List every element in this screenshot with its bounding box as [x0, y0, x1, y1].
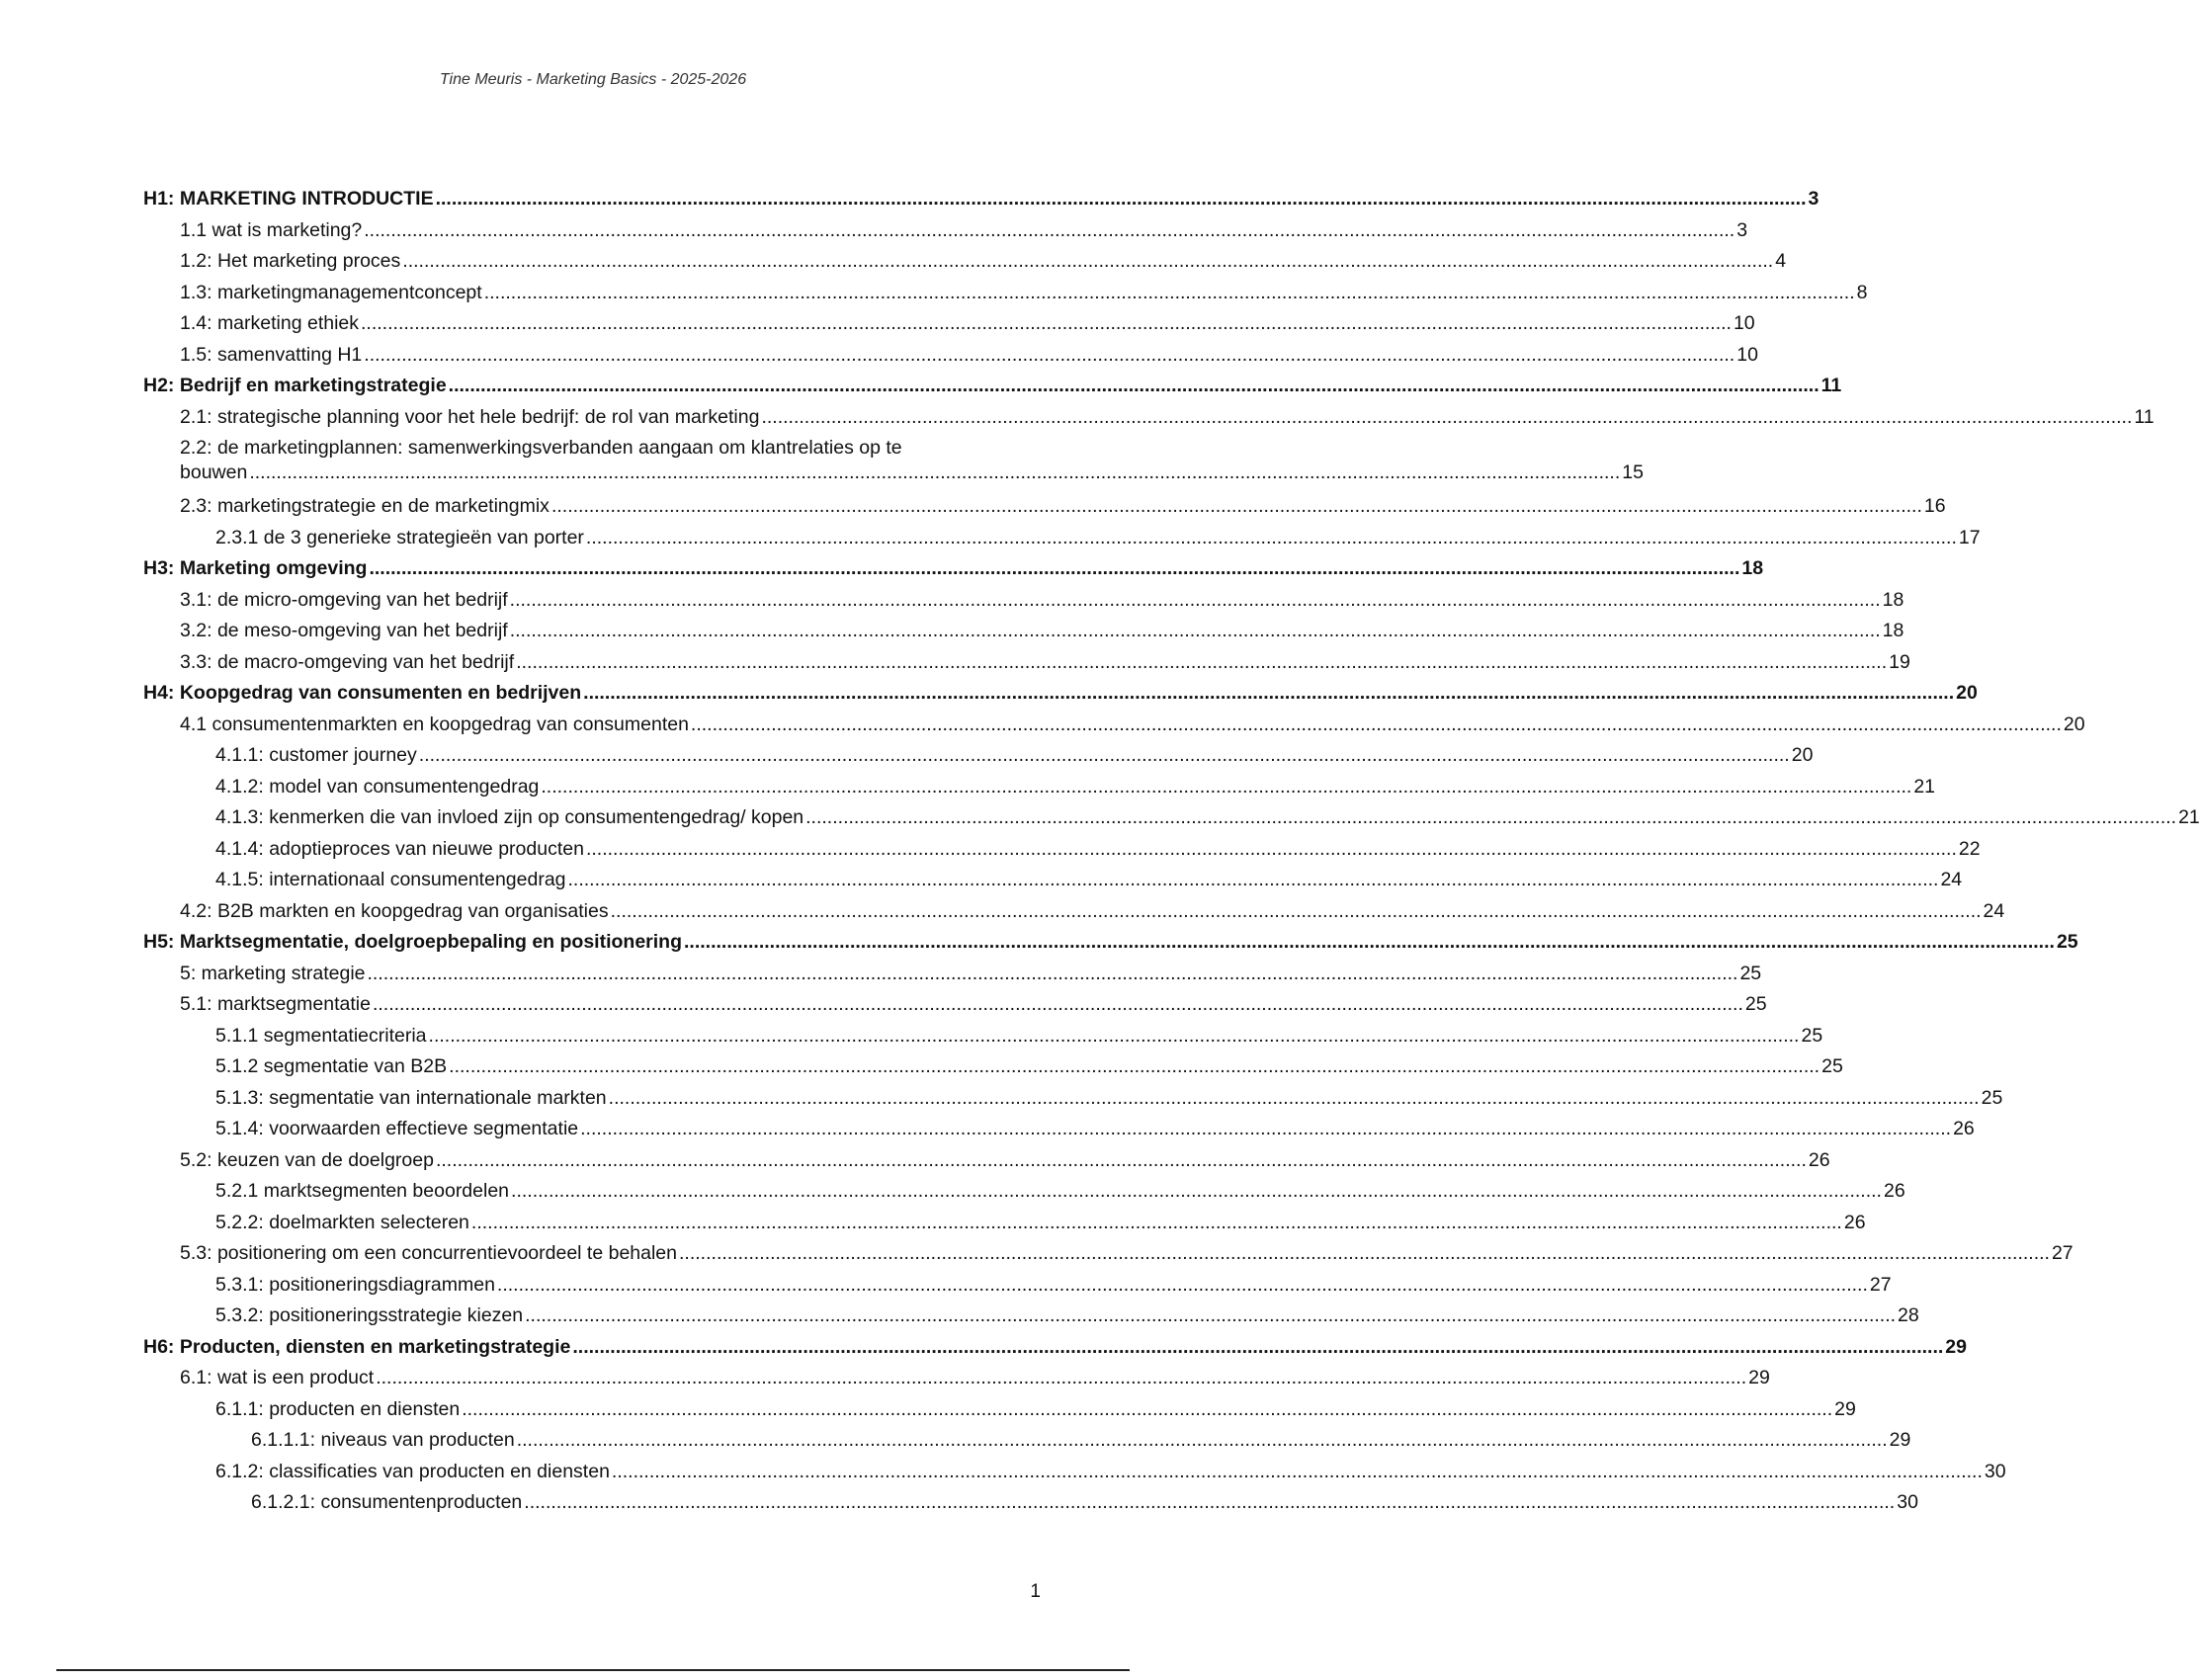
toc-dot-leader [429, 1021, 1800, 1052]
toc-page-number: 17 [1958, 526, 1981, 548]
footer-divider [56, 1669, 1130, 1671]
toc-dot-leader [516, 647, 1887, 679]
toc-page-number: 28 [1898, 1304, 1919, 1326]
toc-dot-leader [551, 491, 1922, 523]
toc-page-number: 26 [1883, 1180, 1905, 1202]
toc-section-3-1[interactable] [143, 585, 1904, 617]
toc-entry-title-continued: bouwen [180, 462, 248, 483]
toc-dot-leader [436, 184, 1807, 215]
toc-page-number: 18 [1741, 557, 1764, 579]
toc-entry-title: 3.1: de micro-omgeving van het bedrijf [180, 588, 508, 611]
toc-page-number: 15 [1622, 462, 1644, 483]
toc-entry-title: 1.3: marketingmanagementconcept [180, 281, 482, 303]
toc-page-number: 30 [1984, 1460, 2006, 1482]
toc-page-number: 3 [1736, 218, 1748, 241]
toc-entry-title: 6.1.2: classificaties van producten en diensten [215, 1460, 610, 1482]
toc-page-number: 29 [1834, 1397, 1856, 1420]
toc-dot-leader [568, 865, 1939, 896]
toc-page-number: 24 [1983, 899, 2005, 922]
toc-subsubsection-6-1-1-1[interactable] [143, 1425, 1911, 1457]
toc-section-4-1[interactable] [143, 710, 2085, 741]
toc-page-number: 24 [1940, 869, 1963, 890]
toc-entry-title: 2.1: strategische planning voor het hele bedrijf: de rol van marketing [180, 405, 760, 428]
toc-entry-title: 3.3: de macro-omgeving van het bedrijf [180, 650, 515, 673]
toc-page-number: 25 [1744, 993, 1767, 1015]
toc-section-2-1[interactable] [143, 402, 2155, 434]
toc-entry-title: H3: Marketing omgeving [143, 557, 368, 579]
toc-page-number: 11 [1820, 375, 1842, 396]
toc-dot-leader [419, 740, 1790, 772]
toc-dot-leader [525, 1301, 1896, 1332]
toc-subsection-2-3-1[interactable] [143, 523, 1981, 554]
toc-entry-title: 5.1.2 segmentatie van B2B [215, 1055, 448, 1077]
toc-entry-title: 4.1.5: internationaal consumentengedrag [215, 869, 566, 890]
toc-dot-leader [586, 834, 1957, 866]
toc-entry-title: 5.1.1 segmentatiecriteria [215, 1024, 427, 1047]
toc-dot-leader [510, 585, 1881, 617]
toc-chapter-h4[interactable] [143, 678, 1978, 710]
toc-section-5[interactable] [143, 959, 1762, 990]
toc-dot-leader [761, 402, 2132, 434]
toc-chapter-h2[interactable] [143, 371, 1842, 402]
toc-entry-title: 6.1.2.1: consumentenproducten [251, 1491, 523, 1513]
toc-dot-leader [471, 1208, 1842, 1239]
toc-section-2-2[interactable] [143, 433, 1644, 491]
toc-dot-leader [805, 802, 2176, 834]
toc-entry-title: 4.1.4: adoptieproces van nieuwe producten [215, 837, 584, 860]
toc-page-number: 4 [1775, 250, 1787, 272]
toc-subsection-5-2-1[interactable] [143, 1176, 1905, 1208]
toc-subsection-4-1-5[interactable] [143, 865, 1963, 896]
toc-section-1-2[interactable] [143, 246, 1787, 278]
toc-chapter-h6[interactable] [143, 1332, 1967, 1364]
toc-section-5-2[interactable] [143, 1145, 1830, 1177]
toc-chapter-h1[interactable] [143, 184, 1819, 215]
toc-dot-leader [364, 340, 1735, 372]
toc-subsection-6-1-2[interactable] [143, 1457, 2006, 1488]
toc-entry-title: 1.4: marketing ethiek [180, 312, 360, 334]
toc-entry-title: 2.3.1 de 3 generieke strategieën van porter [215, 526, 584, 548]
toc-entry-title: 4.1.1: customer journey [215, 744, 417, 766]
toc-page-number: 20 [1791, 744, 1814, 766]
toc-dot-leader [361, 308, 1732, 340]
toc-page-number: 10 [1736, 343, 1758, 366]
toc-section-1-5[interactable] [143, 340, 1758, 372]
toc-entry-title: 5.2: keuzen van de doelgroep [180, 1148, 434, 1171]
toc-entry-title: 5.1: marktsegmentatie [180, 993, 371, 1015]
toc-entry-title: H5: Marktsegmentatie, doelgroepbepaling en positionering [143, 931, 682, 953]
toc-entry-title: H2: Bedrijf en marketingstrategie [143, 375, 447, 396]
toc-subsection-5-1-2[interactable] [143, 1051, 1843, 1083]
toc-subsubsection-6-1-2-1[interactable] [143, 1487, 1918, 1519]
toc-dot-leader [510, 616, 1881, 647]
toc-entry-title: 5.1.3: segmentatie van internationale markten [215, 1086, 607, 1109]
toc-section-3-2[interactable] [143, 616, 1904, 647]
toc-subsection-5-1-4[interactable] [143, 1114, 1975, 1145]
toc-section-1-1[interactable] [143, 215, 1748, 247]
toc-entry-title: 1.2: Het marketing proces [180, 250, 401, 272]
toc-entry-title: 6.1: wat is een product [180, 1367, 375, 1388]
toc-section-1-3[interactable] [143, 278, 1868, 309]
toc-entry-title: 4.1 consumentenmarkten en koopgedrag van consumenten [180, 713, 689, 735]
toc-dot-leader [541, 772, 1911, 803]
toc-page-number: 10 [1733, 312, 1755, 334]
toc-dot-leader [572, 1332, 1943, 1364]
toc-dot-leader [691, 710, 2062, 741]
toc-dot-leader [368, 959, 1738, 990]
toc-chapter-h5[interactable] [143, 927, 2078, 959]
toc-entry-title: 5.1.4: voorwaarden effectieve segmentatie [215, 1118, 579, 1139]
toc-page-number: 11 [2134, 405, 2155, 428]
toc-subsection-5-3-1[interactable] [143, 1270, 1892, 1302]
toc-subsection-5-2-2[interactable] [143, 1208, 1866, 1239]
toc-subsection-4-1-4[interactable] [143, 834, 1981, 866]
toc-subsection-6-1-1[interactable] [143, 1394, 1856, 1426]
toc-dot-leader [462, 1394, 1832, 1426]
toc-page-number: 26 [1843, 1211, 1866, 1233]
toc-subsection-4-1-1[interactable] [143, 740, 1814, 772]
toc-subsection-4-1-3[interactable] [143, 802, 2200, 834]
toc-entry-title: 4.1.2: model van consumentengedrag [215, 775, 540, 798]
toc-page-number: 25 [1801, 1024, 1823, 1047]
toc-page-number: 20 [2063, 713, 2085, 735]
toc-page-number: 26 [1953, 1118, 1975, 1139]
toc-page-number: 20 [1956, 682, 1978, 704]
toc-dot-leader [511, 1176, 1882, 1208]
toc-section-5-3[interactable] [143, 1238, 2073, 1270]
toc-page-number: 25 [2056, 931, 2078, 953]
toc-dot-leader [611, 896, 1982, 928]
toc-section-3-3[interactable] [143, 647, 1910, 679]
toc-subsection-5-1-3[interactable] [143, 1083, 2003, 1115]
toc-page-number: 18 [1882, 588, 1904, 611]
toc-dot-leader [583, 678, 1954, 710]
toc-entry-title: 2.2: de marketingplannen: samenwerkingsverbanden aangaan om klantrelaties op te [180, 437, 902, 459]
toc-dot-leader [449, 371, 1819, 402]
toc-chapter-h3[interactable] [143, 553, 1764, 585]
toc-entry-title: 6.1.1: producten en diensten [215, 1397, 461, 1420]
toc-dot-leader [449, 1051, 1819, 1083]
toc-subsection-5-1-1[interactable] [143, 1021, 1823, 1052]
toc-page-number: 29 [1945, 1335, 1967, 1358]
toc-dot-leader [249, 461, 1620, 485]
toc-section-4-2[interactable] [143, 896, 2005, 928]
toc-dot-leader [580, 1114, 1951, 1145]
toc-dot-leader [497, 1270, 1868, 1302]
toc-page-number: 29 [1748, 1367, 1770, 1388]
toc-entry-title: 5.3.1: positioneringsdiagrammen [215, 1273, 495, 1296]
toc-entry-title: H4: Koopgedrag van consumenten en bedrijven [143, 682, 582, 704]
table-of-contents [143, 184, 2200, 1519]
toc-dot-leader [402, 246, 1773, 278]
toc-page-number: 25 [1821, 1055, 1843, 1077]
toc-dot-leader [484, 278, 1855, 309]
toc-dot-leader [586, 523, 1957, 554]
toc-dot-leader [684, 927, 2055, 959]
toc-subsection-5-3-2[interactable] [143, 1301, 1919, 1332]
toc-page-number: 26 [1808, 1148, 1830, 1171]
toc-entry-title: 5.3.2: positioneringsstrategie kiezen [215, 1304, 524, 1326]
toc-page-number: 27 [1869, 1273, 1892, 1296]
toc-entry-title: H6: Producten, diensten en marketingstrategie [143, 1335, 571, 1358]
toc-section-2-3[interactable] [143, 491, 1946, 523]
toc-entry-title: 5.2.2: doelmarkten selecteren [215, 1211, 469, 1233]
toc-dot-leader [373, 989, 1743, 1021]
toc-dot-leader [436, 1145, 1807, 1177]
toc-subsection-4-1-2[interactable] [143, 772, 1936, 803]
toc-dot-leader [364, 215, 1735, 247]
toc-dot-leader [612, 1457, 1983, 1488]
toc-entry-title: 3.2: de meso-omgeving van het bedrijf [180, 620, 508, 641]
toc-page-number: 27 [2051, 1242, 2073, 1264]
toc-dot-leader [369, 553, 1739, 585]
toc-page-number: 30 [1897, 1491, 1918, 1513]
toc-section-1-4[interactable] [143, 308, 1755, 340]
toc-entry-title: 1.5: samenvatting H1 [180, 343, 363, 366]
toc-page-number: 25 [1981, 1086, 2003, 1109]
toc-section-6-1[interactable] [143, 1363, 1770, 1394]
toc-page-number: 8 [1856, 281, 1868, 303]
toc-dot-leader [609, 1083, 1980, 1115]
toc-page-number: 19 [1889, 650, 1910, 673]
toc-page-number: 25 [1739, 962, 1762, 984]
toc-entry-title: 5.3: positionering om een concurrentievoordeel te behalen [180, 1242, 678, 1264]
toc-page-number: 22 [1958, 837, 1981, 860]
page-number: 1 [1030, 1581, 1041, 1602]
toc-entry-title: 4.1.3: kenmerken die van invloed zijn op consumentengedrag/ kopen [215, 806, 804, 828]
toc-section-5-1[interactable] [143, 989, 1767, 1021]
toc-page-number: 21 [1913, 775, 1936, 798]
toc-page-number: 21 [2178, 806, 2200, 828]
toc-entry-title: H1: MARKETING INTRODUCTIE [143, 188, 434, 210]
toc-entry-title: 1.1 wat is marketing? [180, 218, 363, 241]
toc-entry-title: 2.3: marketingstrategie en de marketingmix [180, 495, 550, 517]
running-header: Tine Meuris - Marketing Basics - 2025-2026 [439, 71, 747, 88]
toc-dot-leader [524, 1487, 1895, 1519]
toc-dot-leader [376, 1363, 1746, 1394]
toc-page-number: 3 [1808, 188, 1819, 210]
toc-dot-leader [517, 1425, 1888, 1457]
toc-entry-title: 5: marketing strategie [180, 962, 366, 984]
toc-entry-title: 4.2: B2B markten en koopgedrag van organisaties [180, 899, 609, 922]
toc-page-number: 29 [1889, 1429, 1911, 1451]
toc-entry-title: 6.1.1.1: niveaus van producten [251, 1429, 515, 1451]
toc-dot-leader [679, 1238, 2050, 1270]
toc-page-number: 18 [1882, 620, 1904, 641]
toc-entry-title: 5.2.1 marktsegmenten beoordelen [215, 1180, 510, 1202]
toc-page-number: 16 [1923, 495, 1946, 517]
